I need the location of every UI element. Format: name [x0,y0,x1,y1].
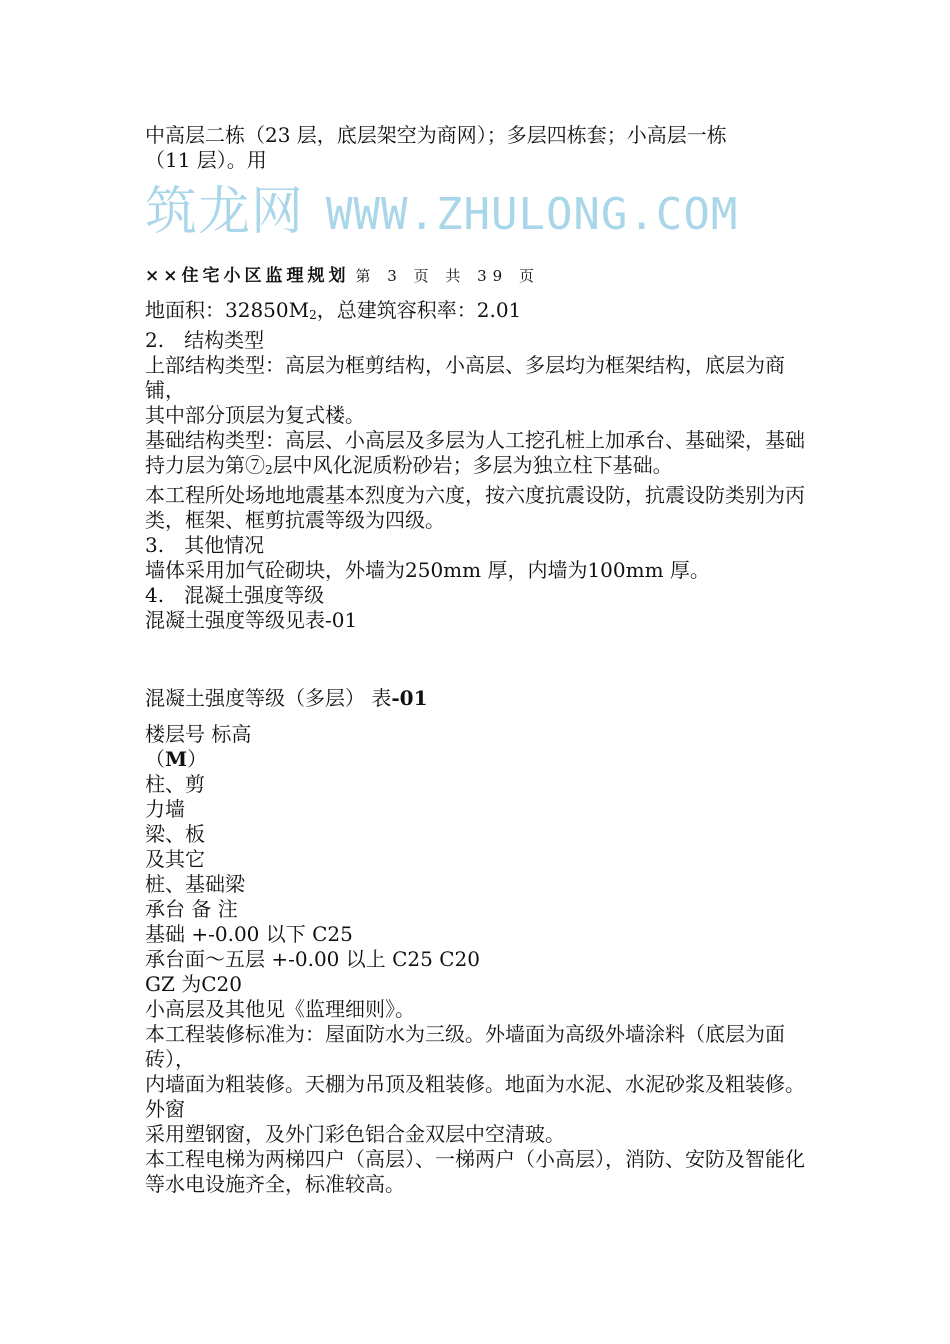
text-line: 中高层二栋（23 层，底层架空为商网）；多层四栋套；小高层一栋 [145,123,727,147]
intro-paragraph [145,123,805,173]
document-title: ××住宅小区监理规划 [145,266,350,286]
page-header [145,264,540,288]
watermark [145,180,738,247]
section-heading: 2. 结构类型 [145,328,265,352]
text-line: 本工程装修标准为：屋面防水为三级。外墙面为高级外墙涂料（底层为面砖）， [145,1022,785,1071]
page-number: 第 3 页 共 39 页 [355,267,540,285]
table-number: -01 [391,686,428,710]
table-title-text: 混凝土强度等级（多层） 表 [145,686,392,710]
text-line: 小高层及其他见《监理细则》。 [145,997,415,1021]
area-subscript: 2 [309,308,317,322]
watermark-url: WWW.ZHULONG.COM [326,189,739,240]
area-line [145,298,805,328]
text-line: 基础结构类型：高层、小高层及多层为人工挖孔桩上加承台、基础梁，基础 [145,428,805,452]
table-line: 承台面～五层 +-0.00 以上 C25 C20 [145,947,480,971]
text-part: ） [187,747,208,771]
table-line: 楼层号 标高 [145,722,252,746]
text-line: 采用塑钢窗，及外门彩色铝合金双层中空清玻。 [145,1122,565,1146]
text-part: 持力层为第⑦ [145,453,265,477]
table-line [145,747,805,772]
text-line: （11 层）。用 [145,148,267,172]
table-line: 梁、板 [145,822,205,846]
table-line: 基础 +-0.00 以下 C25 [145,922,353,946]
unit-label: M [165,747,188,771]
text-line: 本工程电梯为两梯四户（高层）、一梯两户（小高层），消防、安防及智能化 [145,1147,805,1171]
table-content [145,722,805,1197]
text-part: （ [145,747,165,771]
table-title [145,684,428,712]
watermark-cn: 筑龙网 [145,182,305,242]
table-line: 桩、基础梁 [145,872,245,896]
text-line: 内墙面为粗装修。天棚为吊顶及粗装修。地面为水泥、水泥砂浆及粗装修。外窗 [145,1072,805,1121]
text-line: 墙体采用加气砼砌块，外墙为250mm 厚，内墙为100mm 厚。 [145,558,710,582]
text-line: 混凝土强度等级见表-01 [145,608,358,632]
table-line: 柱、剪 [145,772,205,796]
text-line: 等水电设施齐全，标准较高。 [145,1172,405,1196]
section-heading: 4. 混凝土强度等级 [145,583,325,607]
table-line: 及其它 [145,847,205,871]
table-line: 力墙 [145,797,185,821]
area-text-rest: ，总建筑容积率：2.01 [316,298,522,322]
table-line: 承台 备 注 [145,897,238,921]
text-line: 上部结构类型：高层为框剪结构，小高层、多层均为框架结构，底层为商铺， [145,353,785,402]
section-heading: 3. 其他情况 [145,533,265,557]
text-line: 类，框架、框剪抗震等级为四级。 [145,508,445,532]
table-line: GZ 为C20 [145,972,242,996]
text-part: 层中风化泥质粉砂岩；多层为独立柱下基础。 [272,453,673,477]
text-line: 其中部分顶层为复式楼。 [145,403,365,427]
body-section [145,298,805,633]
text-line [145,453,805,483]
subscript: 2 [265,463,273,477]
area-text: 地面积：32850M [145,298,310,322]
text-line: 本工程所处场地地震基本烈度为六度，按六度抗震设防，抗震设防类别为丙 [145,483,805,507]
